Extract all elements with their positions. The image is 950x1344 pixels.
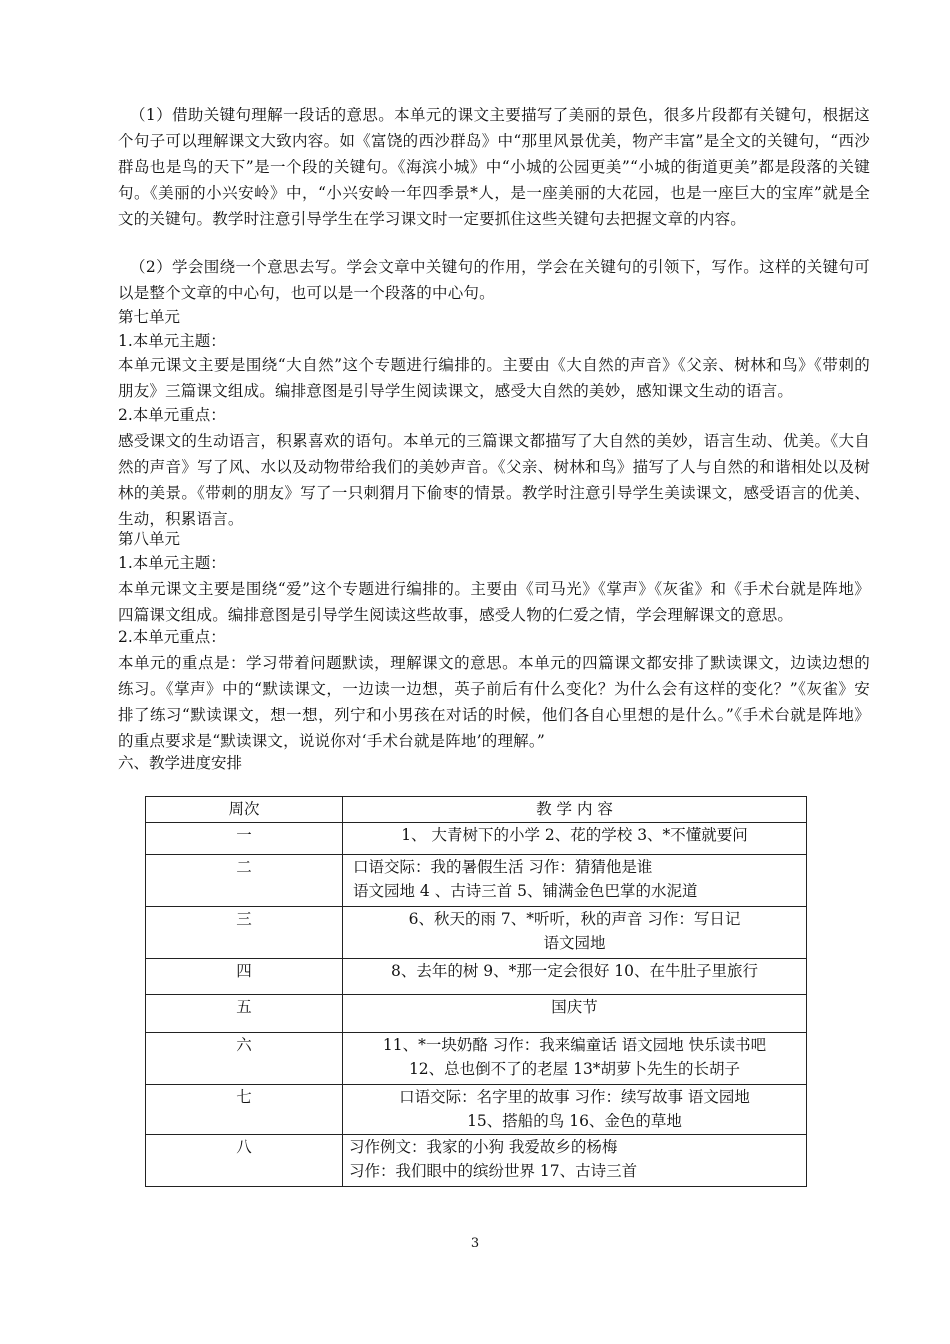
unit7-theme-heading: 1.本单元主题：	[118, 332, 226, 350]
content-line: 11、*一块奶酪 习作：我来编童话 语文园地 快乐读书吧	[382, 1036, 767, 1054]
page-number: 3	[470, 1236, 480, 1251]
content-cell	[343, 1135, 807, 1187]
unit7-focus-heading: 2.本单元重点：	[118, 406, 226, 424]
table-row	[146, 907, 807, 959]
unit8-focus-heading: 2.本单元重点：	[118, 628, 226, 646]
content-line: 8、去年的树 9、*那一定会很好 10、在牛肚子里旅行	[390, 962, 759, 980]
content-cell	[343, 959, 807, 995]
content-line: 15、搭船的鸟 16、金色的草地	[467, 1112, 682, 1130]
content-line: 6、秋天的雨 7、*听听，秋的声音 习作：写日记	[408, 910, 741, 928]
content-cell	[343, 1085, 807, 1135]
week-cell: 三	[146, 907, 343, 959]
content-line: 习作：我们眼中的缤纷世界 17、古诗三首	[349, 1162, 638, 1180]
table-row	[146, 1085, 807, 1135]
content-cell	[343, 855, 807, 907]
paragraph-writing: （2）学会围绕一个意思去写。学会文章中关键句的作用，学会在关键句的引领下，写作。这样的关键句可以是整个文章的中心句，也可以是一个段落的中心句。	[118, 258, 870, 302]
content-cell	[343, 907, 807, 959]
unit7-focus-text: 感受课文的生动语言，积累喜欢的语句。本单元的三篇课文都描写了大自然的美妙，语言生动、优美。《大自然的声音》写了风、水以及动物带给我们的美妙声音。《父亲、树林和鸟》描写了人与自然的和谐相处以及树林的美景。《带刺的朋友》写了一只刺猬月下偷枣的情景。教学时注意引导学生美读课文，感受语言的优美、生动，积累语言。	[118, 432, 870, 528]
schedule-table	[145, 796, 807, 1187]
content-line: 习作例文：我家的小狗 我爱故乡的杨梅	[349, 1138, 618, 1156]
week-cell: 四	[146, 959, 343, 995]
header-content: 教 学 内 容	[343, 797, 807, 823]
unit8-theme-heading: 1.本单元主题：	[118, 554, 226, 572]
table-row	[146, 823, 807, 855]
content-line: 语文园地	[543, 934, 606, 952]
table-row	[146, 959, 807, 995]
content-line: 12、总也倒不了的老屋 13*胡萝卜先生的长胡子	[408, 1060, 741, 1078]
header-week: 周次	[146, 797, 343, 823]
table-row	[146, 855, 807, 907]
content-line: 口语交际：名字里的故事 习作：续写故事 语文园地	[399, 1088, 750, 1106]
table-row	[146, 995, 807, 1033]
content-line: 口语交际：我的暑假生活 习作：猜猜他是谁	[353, 858, 653, 876]
table-row	[146, 1135, 807, 1187]
unit8-focus-text: 本单元的重点是：学习带着问题默读，理解课文的意思。本单元的四篇课文都安排了默读课文，边读边想的练习。《掌声》中的“默读课文，一边读一边想，英子前后有什么变化？为什么会有这样的变化？”《灰雀》安排了练习“默读课文，想一想，列宁和小男孩在对话的时候，他们各自心里想的是什么。”《手术台就是阵地》的重点要求是“默读课文，说说你对‘手术台就是阵地’的理解。”	[118, 654, 870, 750]
content-cell	[343, 823, 807, 855]
week-cell: 六	[146, 1033, 343, 1085]
unit7-title: 第七单元	[118, 308, 181, 326]
week-cell: 一	[146, 823, 343, 855]
paragraph-key-sentence: （1）借助关键句理解一段话的意思。本单元的课文主要描写了美丽的景色，很多片段都有关键句，根据这个句子可以理解课文大致内容。如《富饶的西沙群岛》中“那里风景优美，物产丰富”是全文的关键句，“西沙群岛也是鸟的天下”是一个段的关键句。《海滨小城》中“小城的公园更美”“小城的街道更美”都是段落的关键句。《美丽的小兴安岭》中，“小兴安岭一年四季景*人，是一座美丽的大花园，也是一座巨大的宝库”就是全文的关键句。教学时注意引导学生在学习课文时一定要抓住这些关键句去把握文章的内容。	[118, 106, 870, 228]
table-row	[146, 1033, 807, 1085]
content-line: 语文园地 4 、古诗三首 5、铺满金色巴掌的水泥道	[353, 882, 698, 900]
content-line: 国庆节	[551, 998, 598, 1016]
table-header-row	[146, 797, 807, 823]
section-heading-schedule: 六、教学进度安排	[118, 754, 243, 772]
content-line: 1、 大青树下的小学 2、花的学校 3、*不懂就要问	[401, 826, 748, 844]
unit8-theme-text: 本单元课文主要是围绕“爱”这个专题进行编排的。主要由《司马光》《掌声》《灰雀》和《手术台就是阵地》四篇课文组成。编排意图是引导学生阅读这些故事，感受人物的仁爱之情，学会理解课文的意思。	[118, 580, 870, 624]
content-cell	[343, 1033, 807, 1085]
content-cell	[343, 995, 807, 1033]
week-cell: 二	[146, 855, 343, 907]
week-cell: 七	[146, 1085, 343, 1135]
unit8-title: 第八单元	[118, 530, 181, 548]
unit7-theme-text: 本单元课文主要是围绕“大自然”这个专题进行编排的。主要由《大自然的声音》《父亲、树林和鸟》《带刺的朋友》三篇课文组成。编排意图是引导学生阅读课文，感受大自然的美妙，感知课文生动的语言。	[118, 356, 870, 400]
week-cell: 五	[146, 995, 343, 1033]
week-cell: 八	[146, 1135, 343, 1187]
